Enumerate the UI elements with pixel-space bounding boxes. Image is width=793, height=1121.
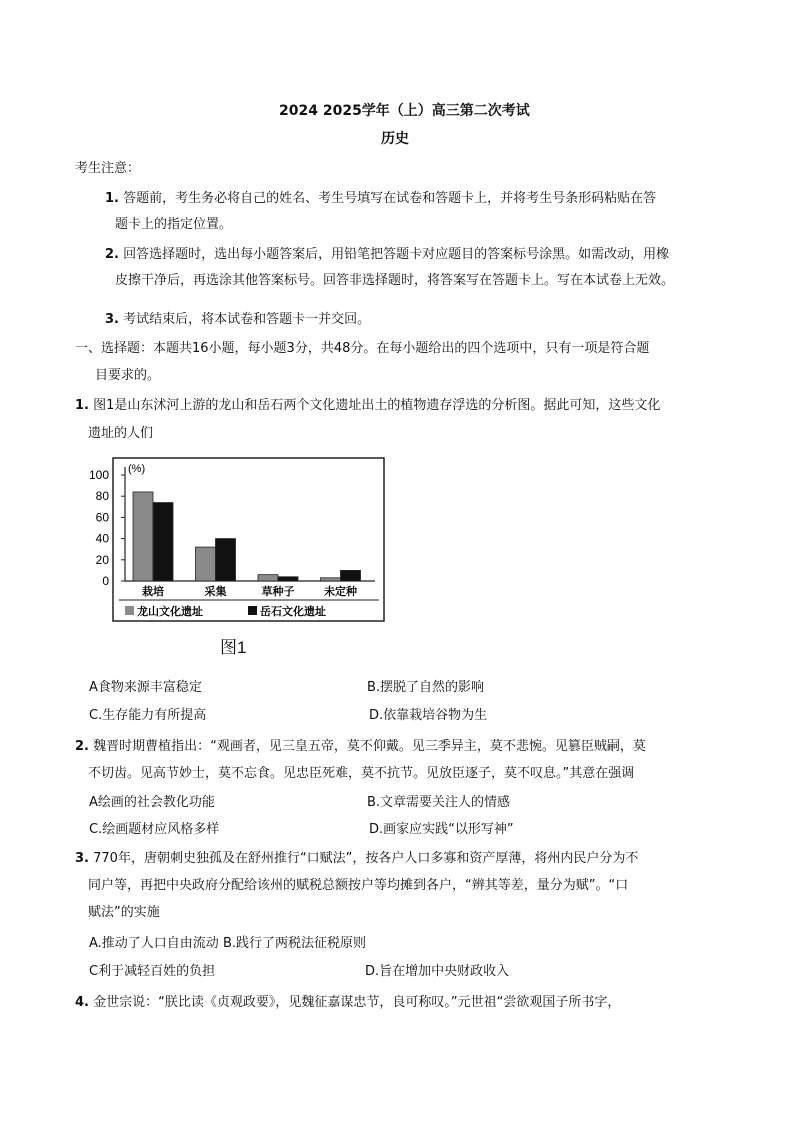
bar-3-0 [321, 578, 341, 581]
bar-1-0 [196, 547, 216, 581]
y-tick-label: 40 [95, 531, 109, 546]
y-axis-unit: (%) [128, 463, 146, 475]
notice-item-number: 2. [105, 247, 119, 262]
x-category-label: 草种子 [261, 585, 295, 598]
question-3-cont: 同户等，再把中央政府分配给该州的赋税总额按户等均摊到各户，“辨其等差，量分为赋”。“口 [88, 878, 629, 893]
notice-item-2 [105, 246, 669, 264]
figure-1-chart [85, 455, 385, 625]
y-tick-label: 20 [95, 552, 109, 567]
question-stem: 图1是山东沭河上游的龙山和岳石两个文化遗址出土的植物遗存浮选的分析图。据此可知，这些文化 [93, 398, 661, 413]
bar-0-1 [153, 503, 173, 581]
notice-item-1-cont: 题卡上的指定位置。 [115, 217, 233, 232]
q2-option-a: A绘画的社会教化功能 [89, 795, 215, 810]
y-tick-label: 60 [95, 510, 109, 525]
question-2-cont: 不切齿。见高节妙士，莫不忘食。见忠臣死难，莫不抗节。见放臣逐子，莫不叹息。”其意在强调 [88, 766, 635, 781]
section-heading: 一、选择题：本题共16小题，每小题3分，共48分。在每小题给出的四个选项中，只有一项是符合题 [75, 341, 650, 356]
notice-item-text: 考试结束后，将本试卷和答题卡一并交回。 [123, 312, 371, 327]
notice-item-number: 1. [105, 191, 119, 206]
question-2 [75, 738, 646, 756]
question-number: 4. [75, 995, 89, 1010]
x-category-label: 栽培 [142, 585, 164, 598]
y-tick-label: 0 [102, 574, 109, 588]
question-1-cont: 遗址的人们 [88, 426, 154, 441]
exam-title: 2024 2025学年（上）高三第二次考试 [279, 103, 530, 119]
question-3-cont2: 赋法”的实施 [88, 905, 160, 920]
q1-option-c: C.生存能力有所提高 [89, 708, 207, 723]
question-1 [75, 397, 660, 415]
legend-swatch-yueshi [248, 606, 257, 615]
bar-2-1 [278, 577, 298, 581]
exam-subject: 历史 [381, 131, 409, 147]
legend-label-yueshi: 岳石文化遗址 [260, 605, 326, 618]
bar-2-0 [258, 575, 278, 581]
notice-item-text: 答题前，考生务必将自己的姓名、考生号填写在试卷和答题卡上，并将考生号条形码粘贴在答 [123, 191, 657, 206]
question-3 [75, 850, 638, 868]
q2-option-d: D.画家应实践“以形写神” [369, 822, 514, 837]
question-stem: 770年，唐朝刺史独孤及在舒州推行“口赋法”，按各户人口多寡和资产厚薄，将州内民户分为不 [93, 851, 639, 866]
legend-swatch-longshan [125, 606, 134, 615]
question-number: 3. [75, 851, 89, 866]
q3-option-c: C利于减轻百姓的负担 [89, 964, 216, 979]
question-stem: 魏晋时期曹植指出：“观画者，见三皇五帝，莫不仰戴。见三季异主，莫不悲惋。见篡臣贼嗣，莫 [93, 739, 646, 754]
q2-option-b: B.文章需要关注人的情感 [367, 795, 511, 810]
notice-heading: 考生注意： [75, 161, 141, 176]
legend-label-longshan: 龙山文化遗址 [137, 605, 203, 618]
y-tick-label: 100 [88, 468, 109, 482]
question-4 [75, 994, 620, 1012]
bar-3-1 [341, 570, 361, 581]
q1-option-b: B.摆脱了自然的影响 [367, 680, 485, 695]
section-heading-cont: 目要求的。 [95, 368, 161, 383]
bar-1-1 [216, 539, 236, 581]
x-category-label: 未定种 [324, 585, 357, 598]
notice-item-text: 回答选择题时，选出每小题答案后，用铅笔把答题卡对应题目的答案标号涂黑。如需改动，用橡 [123, 247, 670, 262]
question-stem: 金世宗说：“朕比读《贞观政要》，见魏征嘉谋忠节，良可称叹。”元世祖“尝欲观国子所书字， [93, 995, 621, 1010]
figure-caption: 图1 [220, 638, 247, 657]
q3-option-a [89, 935, 366, 953]
q1-option-d: D.依靠栽培谷物为生 [369, 708, 488, 723]
notice-item-1 [105, 190, 656, 208]
x-category-label: 采集 [204, 585, 227, 598]
question-number: 2. [75, 739, 89, 754]
notice-item-number: 3. [105, 312, 119, 327]
bar-chart-svg [85, 455, 385, 625]
q3-option-b-text: B.践行了两税法征税原则 [222, 936, 367, 951]
q1-option-a: A食物来源丰富稳定 [89, 680, 202, 695]
q3-option-d: D.旨在增加中央财政收入 [365, 964, 510, 979]
bar-0-0 [133, 492, 153, 581]
q2-option-c: C.绘画题材应风格多样 [89, 822, 220, 837]
question-number: 1. [75, 398, 89, 413]
q3-option-a-text: A.推动了人口自由流动 [89, 936, 219, 951]
y-tick-label: 80 [95, 489, 109, 504]
notice-item-2-cont: 皮擦干净后，再选涂其他答案标号。回答非选择题时，将答案写在答题卡上。写在本试卷上无效。 [115, 273, 675, 288]
notice-item-3 [105, 311, 370, 329]
